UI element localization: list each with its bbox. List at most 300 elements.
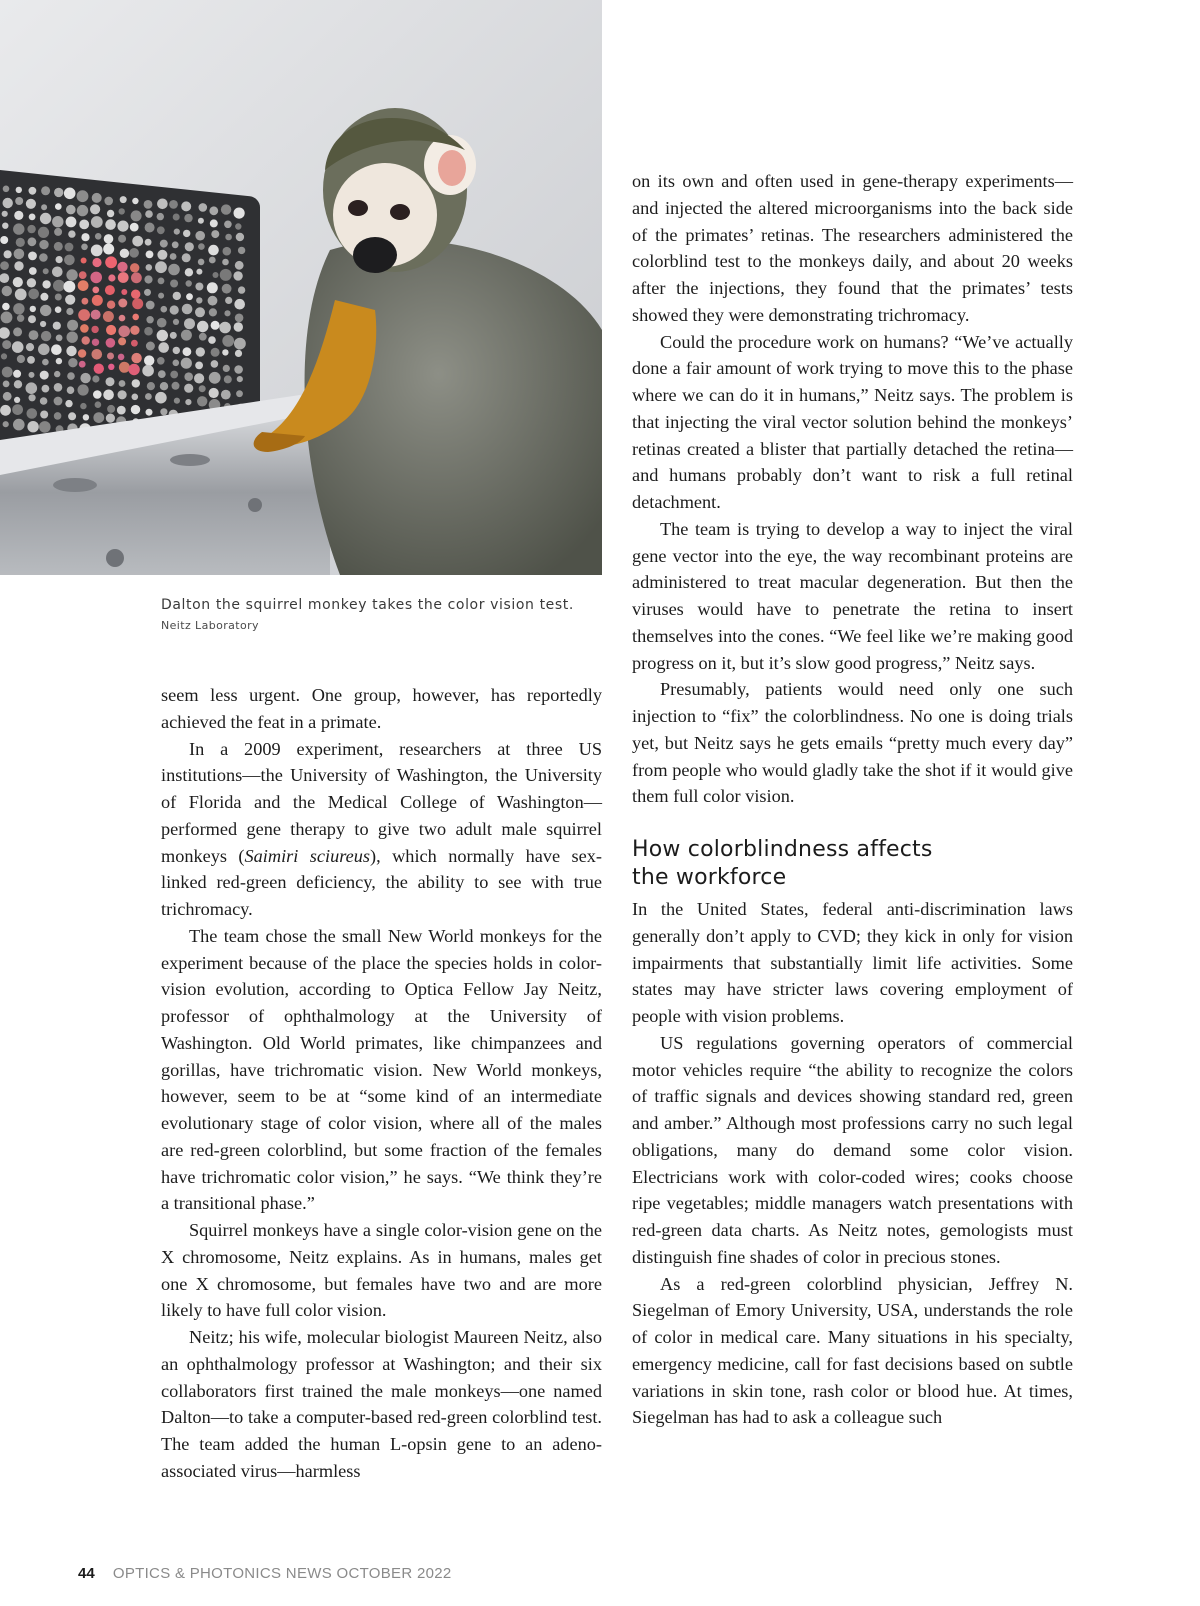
plate-dot xyxy=(92,295,103,306)
plate-dot xyxy=(157,226,165,234)
plate-dot xyxy=(107,210,114,217)
monkey-photo-illustration xyxy=(0,0,602,575)
plate-dot xyxy=(173,319,179,325)
plate-dot xyxy=(39,240,48,249)
plate-dot xyxy=(207,282,218,293)
plate-dot xyxy=(198,243,205,250)
plate-dot xyxy=(81,233,89,241)
plate-dot xyxy=(4,250,12,258)
plate-dot xyxy=(68,230,75,237)
plate-dot xyxy=(94,364,104,374)
plate-dot xyxy=(195,362,203,370)
plate-dot xyxy=(78,349,86,357)
plate-dot xyxy=(173,292,181,300)
section-heading xyxy=(632,836,1073,892)
plate-dot xyxy=(68,358,77,367)
plate-dot xyxy=(92,258,101,267)
plate-dot xyxy=(91,216,103,228)
plate-dot xyxy=(160,240,168,248)
plate-dot xyxy=(195,231,205,241)
plate-dot xyxy=(158,342,169,353)
plate-dot xyxy=(108,364,114,370)
plate-dot xyxy=(181,201,191,211)
plate-dot xyxy=(55,203,62,210)
plate-dot xyxy=(132,394,139,401)
plate-dot xyxy=(144,275,152,283)
plate-dot xyxy=(12,404,23,415)
plate-dot xyxy=(55,294,62,301)
plate-dot xyxy=(28,289,39,300)
plate-dot xyxy=(3,381,10,388)
plate-dot xyxy=(54,228,62,236)
plate-dot xyxy=(43,268,49,274)
plate-dot xyxy=(14,397,20,403)
plate-dot xyxy=(91,310,101,320)
plate-dot xyxy=(78,280,89,291)
plate-dot xyxy=(158,278,165,285)
plate-dot xyxy=(199,333,207,341)
plate-dot xyxy=(209,257,216,264)
plate-dot xyxy=(129,248,139,258)
plate-dot xyxy=(235,350,242,357)
plate-dot xyxy=(235,223,241,229)
plate-dot xyxy=(208,336,216,344)
plate-dot xyxy=(209,388,219,398)
left-paragraph-2-end: ), which normally have sex-linked red-green deficiency, the ability to see with true trichromacy. xyxy=(161,845,602,919)
plate-dot xyxy=(195,307,205,317)
plate-dot xyxy=(131,340,138,347)
plate-dot xyxy=(93,390,102,399)
plate-dot xyxy=(13,419,25,431)
plate-dot xyxy=(211,321,220,330)
plate-dot xyxy=(77,190,89,202)
plate-dot xyxy=(3,198,13,208)
plate-dot xyxy=(104,234,114,244)
plate-dot xyxy=(130,326,139,335)
plate-dot xyxy=(118,272,129,283)
plate-dot xyxy=(82,298,89,305)
plate-dot xyxy=(173,214,180,221)
plate-dot xyxy=(170,305,179,314)
plate-dot xyxy=(66,308,73,315)
plate-dot xyxy=(130,263,139,272)
plate-dot xyxy=(119,380,126,387)
plate-dot xyxy=(80,324,89,333)
plate-dot xyxy=(103,390,114,401)
plate-dot xyxy=(234,322,243,331)
plate-dot xyxy=(40,411,48,419)
right-paragraph-6: US regulations governing operators of commercial motor vehicles require “the ability to recognize the colors of traffic signals and devices showing standard red, green and amber.” Although most professions carry no such legal obligations, many do demand some color vision. Electricians work with color-coded wires; cooks choose ripe vegetables; middle managers watch presentations with red-green data charts. As Neitz notes, gemologists must distinguish fine shades of color in precious stones. xyxy=(632,1032,1073,1267)
plate-dot xyxy=(120,196,127,203)
plate-dot xyxy=(160,382,168,390)
plate-dot xyxy=(118,337,126,345)
plate-dot xyxy=(118,390,127,399)
publication-line: OPTICS & PHOTONICS NEWS OCTOBER 2022 xyxy=(112,1565,452,1582)
plate-dot xyxy=(182,253,191,262)
plate-dot xyxy=(92,193,102,203)
plate-dot xyxy=(103,311,114,322)
plate-dot xyxy=(233,271,242,280)
plate-dot xyxy=(118,235,126,243)
plate-dot xyxy=(2,286,12,296)
plate-dot xyxy=(117,221,128,232)
plate-dot xyxy=(157,199,168,210)
plate-dot xyxy=(2,223,8,229)
plate-dot xyxy=(39,421,51,433)
plate-dot xyxy=(144,200,153,209)
plate-dot xyxy=(208,245,219,256)
plate-dot xyxy=(29,330,39,340)
plate-dot xyxy=(91,326,98,333)
plate-dot xyxy=(235,314,244,323)
plate-dot xyxy=(146,409,153,416)
plate-dot xyxy=(144,327,153,336)
plate-dot xyxy=(157,318,167,328)
plate-dot xyxy=(90,204,100,214)
article-photo xyxy=(0,0,602,575)
plate-dot xyxy=(38,227,49,238)
plate-dot xyxy=(155,392,167,404)
plate-dot xyxy=(67,372,75,380)
plate-dot xyxy=(121,289,127,295)
plate-dot xyxy=(211,348,220,357)
plate-dot xyxy=(224,221,232,229)
plate-dot xyxy=(225,297,232,304)
plate-dot xyxy=(29,214,36,221)
plate-dot xyxy=(39,253,48,262)
plate-dot xyxy=(16,187,22,193)
plate-dot xyxy=(170,371,178,379)
plate-dot xyxy=(13,370,21,378)
plate-dot xyxy=(224,310,230,316)
plate-dot xyxy=(27,225,35,233)
plate-dot xyxy=(67,332,78,343)
plate-dot xyxy=(65,243,74,252)
plate-dot xyxy=(222,335,234,347)
plate-dot xyxy=(238,286,245,293)
plate-dot xyxy=(221,204,231,214)
plate-dot xyxy=(41,331,51,341)
plate-dot xyxy=(42,385,50,393)
plate-dot xyxy=(235,261,244,270)
plate-dot xyxy=(132,198,138,204)
plate-dot xyxy=(40,293,48,301)
plate-dot xyxy=(92,375,99,382)
plate-dot xyxy=(0,261,9,270)
plate-dot xyxy=(174,229,180,235)
plate-dot xyxy=(83,414,89,420)
plate-dot xyxy=(131,405,140,414)
plate-dot xyxy=(54,371,60,377)
plate-dot xyxy=(66,205,76,215)
plate-dot xyxy=(209,308,217,316)
plate-dot xyxy=(15,197,23,205)
plate-dot xyxy=(234,208,245,219)
plate-dot xyxy=(161,306,168,313)
plate-dot xyxy=(41,204,47,210)
plate-dot xyxy=(196,297,202,303)
photo-caption xyxy=(161,595,601,632)
plate-dot xyxy=(146,251,154,259)
plate-dot xyxy=(146,301,155,310)
plate-dot xyxy=(81,258,87,264)
plate-dot xyxy=(157,330,168,341)
plate-dot xyxy=(54,412,62,420)
plate-dot xyxy=(26,199,36,209)
caption-text: Dalton the squirrel monkey takes the color vision test. xyxy=(161,597,574,613)
left-paragraph-4: Squirrel monkeys have a single color-vision gene on the X chromosome, Neitz explains. As in humans, males get one X chromosome, but females have two and are more likely to have full color vision. xyxy=(161,1220,602,1321)
plate-dot xyxy=(82,336,90,344)
plate-dot xyxy=(27,356,35,364)
plate-dot xyxy=(108,274,115,281)
plate-dot xyxy=(234,338,246,350)
plate-dot xyxy=(197,321,208,332)
plate-dot xyxy=(238,247,245,254)
plate-dot xyxy=(117,262,127,272)
plate-dot xyxy=(236,233,244,241)
plate-dot xyxy=(199,203,208,212)
plate-dot xyxy=(17,355,25,363)
plate-dot xyxy=(209,206,218,215)
plate-dot xyxy=(92,349,103,360)
plate-dot xyxy=(220,269,232,281)
plate-dot xyxy=(105,256,117,268)
plate-dot xyxy=(155,261,167,273)
plate-dot xyxy=(15,289,27,301)
plate-dot xyxy=(53,280,65,292)
plate-dot xyxy=(181,358,192,369)
plate-dot xyxy=(158,293,164,299)
plate-dot xyxy=(56,256,63,263)
plate-dot xyxy=(169,200,178,209)
plate-dot xyxy=(131,353,141,363)
plate-dot xyxy=(3,421,9,427)
plate-dot xyxy=(29,372,35,378)
plate-dot xyxy=(157,213,164,220)
plate-dot xyxy=(174,398,180,404)
plate-dot xyxy=(199,385,206,392)
plate-dot xyxy=(55,306,62,313)
plate-dot xyxy=(56,358,62,364)
section-heading-line-1: How colorblindness affects xyxy=(632,837,933,862)
plate-dot xyxy=(30,306,36,312)
photo-credit: Neitz Laboratory xyxy=(161,619,259,632)
plate-dot xyxy=(90,272,102,284)
plate-dot xyxy=(158,370,166,378)
plate-dot xyxy=(107,353,114,360)
plate-dot xyxy=(211,230,219,238)
plate-dot xyxy=(28,315,36,323)
plate-dot xyxy=(54,242,63,251)
plate-dot xyxy=(168,264,180,276)
plate-dot xyxy=(185,399,191,405)
plate-dot xyxy=(79,220,89,230)
plate-dot xyxy=(172,382,180,390)
plate-dot xyxy=(147,382,155,390)
plate-dot xyxy=(14,211,23,220)
plate-dot xyxy=(13,303,24,314)
plate-dot xyxy=(80,403,86,409)
right-column xyxy=(632,168,1073,1431)
plate-dot xyxy=(2,211,8,217)
plate-dot xyxy=(131,290,140,299)
plate-dot xyxy=(12,341,24,353)
plate-dot xyxy=(14,249,25,260)
plate-dot xyxy=(2,340,11,349)
plate-dot xyxy=(53,322,61,330)
plate-dot xyxy=(40,321,46,327)
plate-dot xyxy=(0,236,8,244)
plate-dot xyxy=(173,360,180,367)
plate-dot xyxy=(145,393,152,400)
plate-dot xyxy=(237,376,243,382)
plate-dot xyxy=(185,242,194,251)
left-paragraph-3: The team chose the small New World monkeys for the experiment because of the place the species holds in color-vision evolution, according to Optica Fellow Jay Neitz, professor of ophthalmology at the University of Washington. Old World primates, like chimpanzees and gorillas, have trichromatic vision. New World monkeys, however, seem to be at “some kind of an intermediate evolutionary stage of color vision, where all of the males are red-green colorblind, but some fraction of the females have trichromatic color vision,” he says. “We think they’re a transitional phase.” xyxy=(161,925,602,1214)
left-paragraph-2 xyxy=(161,736,602,923)
plate-dot xyxy=(1,312,13,324)
plate-dot xyxy=(27,421,38,432)
plate-dot xyxy=(13,223,24,234)
plate-dot xyxy=(157,357,165,365)
plate-dot xyxy=(78,309,90,321)
plate-dot xyxy=(131,210,142,221)
plate-dot xyxy=(54,397,63,406)
plate-dot xyxy=(40,305,51,316)
plate-dot xyxy=(64,255,75,266)
plate-dot xyxy=(41,186,50,195)
plate-dot xyxy=(145,210,153,218)
plate-dot xyxy=(145,223,155,233)
plate-dot xyxy=(64,188,76,200)
plate-dot xyxy=(51,344,62,355)
plate-dot xyxy=(26,382,38,394)
plate-dot xyxy=(27,408,38,419)
plate-dot xyxy=(170,332,177,339)
plate-dot xyxy=(184,318,195,329)
plate-dot xyxy=(234,365,243,374)
plate-dot xyxy=(160,408,167,415)
plate-dot xyxy=(170,280,178,288)
plate-dot xyxy=(144,355,154,365)
plate-dot xyxy=(208,296,218,306)
plate-dot xyxy=(103,244,114,255)
plate-dot xyxy=(182,304,193,315)
plate-dot xyxy=(146,316,153,323)
plate-dot xyxy=(222,284,232,294)
plate-dot xyxy=(224,375,232,383)
plate-dot xyxy=(26,343,34,351)
plate-dot xyxy=(132,379,140,387)
plate-dot xyxy=(106,338,116,348)
plate-dot xyxy=(210,219,218,227)
plate-dot xyxy=(221,390,231,400)
plate-dot xyxy=(132,314,139,321)
plate-dot xyxy=(29,187,37,195)
plate-dot xyxy=(184,214,192,222)
plate-dot xyxy=(2,367,13,378)
plate-dot xyxy=(67,320,78,331)
plate-dot xyxy=(145,239,152,246)
plate-dot xyxy=(13,277,23,287)
plate-dot xyxy=(93,412,104,423)
page-footer xyxy=(78,1565,452,1582)
plate-dot xyxy=(236,390,243,397)
plate-dot xyxy=(195,283,203,291)
plate-dot xyxy=(95,233,102,240)
plate-dot xyxy=(52,267,63,278)
plate-dot xyxy=(3,392,12,401)
plate-dot xyxy=(56,335,63,342)
plate-dot xyxy=(42,359,49,366)
right-paragraph-4: Presumably, patients would need only one such injection to “fix” the colorblindness. No one is doing trials yet, but Neitz says he gets emails “pretty much every day” from people who would gladly take the shot if it would give them full color vision. xyxy=(632,679,1073,807)
plate-dot xyxy=(40,371,49,380)
plate-dot xyxy=(183,347,192,356)
section-heading-line-2: the workforce xyxy=(632,865,787,890)
plate-dot xyxy=(40,213,51,224)
left-paragraph-1: seem less urgent. One group, however, has reportedly achieved the feat in a primate. xyxy=(161,685,602,732)
plate-dot xyxy=(146,342,155,351)
plate-dot xyxy=(211,360,219,368)
plate-dot xyxy=(146,264,153,271)
plate-dot xyxy=(194,373,204,383)
plate-dot xyxy=(186,293,193,300)
plate-dot xyxy=(197,396,207,406)
plate-dot xyxy=(106,414,115,423)
right-paragraph-5: In the United States, federal anti-discrimination laws generally don’t apply to CVD; they kick in only for vision impairments that substantially limit life activities. Some states may have stricter laws covering employment of people with vision problems. xyxy=(632,899,1073,1026)
plate-dot xyxy=(213,272,219,278)
plate-dot xyxy=(67,386,75,394)
plate-dot xyxy=(118,354,125,361)
plate-dot xyxy=(219,322,231,334)
plate-dot xyxy=(170,253,177,260)
plate-dot xyxy=(104,197,113,206)
plate-dot xyxy=(66,217,77,228)
right-paragraph-7: As a red-green colorblind physician, Jeffrey N. Siegelman of Emory University, USA, understands the role of color in medical care. Many situations in his specialty, emergency medicine, call for fast decisions based on subtle variations in skin tone, rash color or blood hue. At times, Siegelman has had to ask a colleague such xyxy=(632,1273,1073,1428)
plate-dot xyxy=(185,268,193,276)
plate-dot xyxy=(106,377,115,386)
left-paragraph-2-start: In a 2009 experiment, researchers at three US institutions—the University of Washington, the University of Florida and the Medical College of Washington—performed gene therapy to give two adult male squirrel monkeys ( xyxy=(161,738,602,866)
plate-dot xyxy=(128,364,139,375)
plate-dot xyxy=(117,406,126,415)
plate-dot xyxy=(42,280,50,288)
plate-dot xyxy=(142,365,154,377)
right-paragraph-2: Could the procedure work on humans? “We’ve actually done a fair amount of work trying to move this to the phase where we can do it in humans,” Neitz says. The problem is that injecting the viral vector solution behind the monkeys’ retinas created a blister that partially detached the retina—and humans probably don’t want to risk a full retinal detachment. xyxy=(632,331,1073,512)
plate-dot xyxy=(132,298,143,309)
plate-dot xyxy=(131,272,142,283)
plate-dot xyxy=(40,397,48,405)
plate-dot xyxy=(225,234,232,241)
plate-dot xyxy=(28,252,37,261)
plate-dot xyxy=(132,236,143,247)
plate-dot xyxy=(130,223,139,232)
plate-dot xyxy=(222,349,228,355)
plate-dot xyxy=(196,269,202,275)
plate-dot xyxy=(65,400,72,407)
plate-dot xyxy=(173,347,180,354)
plate-dot xyxy=(95,401,102,408)
plate-dot xyxy=(27,278,36,287)
plate-dot xyxy=(184,384,193,393)
plate-dot xyxy=(209,372,221,384)
plate-dot xyxy=(0,405,11,416)
plate-dot xyxy=(234,299,245,310)
plate-dot xyxy=(79,361,86,368)
plate-dot xyxy=(105,285,115,295)
plate-dot xyxy=(77,205,88,216)
plate-dot xyxy=(13,327,22,336)
plate-dot xyxy=(54,188,63,197)
plate-dot xyxy=(17,315,24,322)
